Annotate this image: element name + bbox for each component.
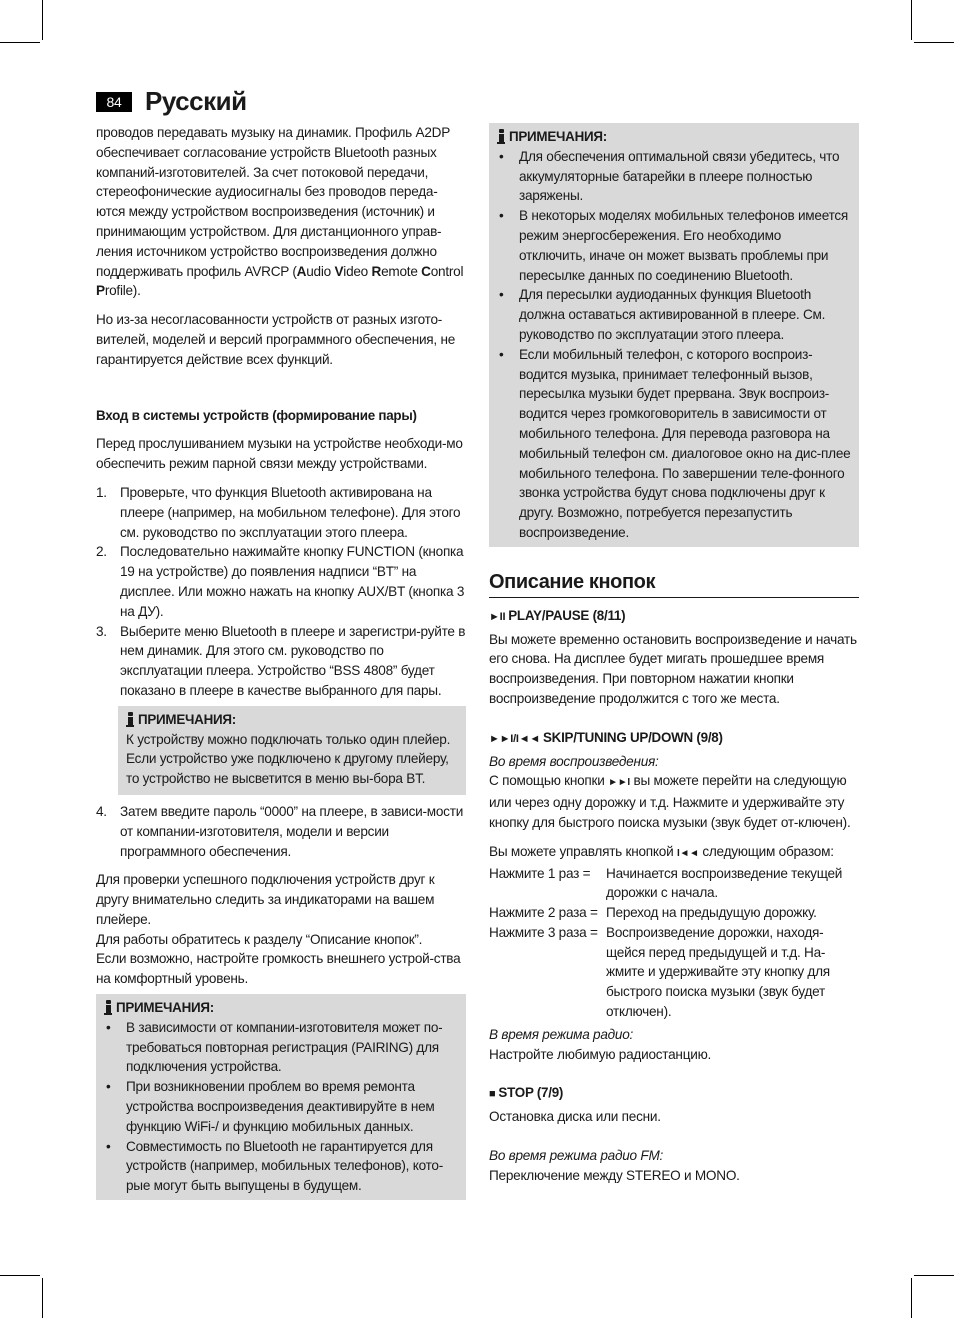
crop-mark [42, 1278, 43, 1318]
stop-icon: ■ [489, 1088, 496, 1101]
pairing-steps-continued [96, 802, 466, 861]
text: V [334, 263, 344, 279]
note-list [497, 147, 851, 543]
crop-mark [0, 42, 40, 43]
press-desc: Переход на предыдущую дорожку. [606, 905, 817, 921]
skip-prev-text [489, 842, 859, 864]
fm-text: Переключение между STEREO и MONO. [489, 1167, 740, 1183]
text: udio [306, 263, 335, 279]
text: P [96, 283, 105, 299]
list-item: • В зависимости от компании-изготовителя может по-требоваться повторная регистрация (PAIRING) для подключения устройства. [104, 1018, 458, 1077]
skip-next-text [489, 771, 859, 832]
page-title: Русский [145, 86, 247, 116]
note-title [104, 998, 458, 1018]
press-desc: Начинается воспроизведение текущей дорожки с начала. [606, 865, 843, 901]
crop-mark [911, 1278, 912, 1318]
text: rofile). [104, 283, 141, 299]
skip-heading [489, 728, 859, 750]
note-box [118, 706, 466, 795]
press-label: Нажмите 3 раза = [489, 924, 598, 940]
step-text: Затем введите пароль “0000” на плеере, в зависи-мости от компании-изготовителя, модели и версии программного обеспечения. [120, 803, 464, 859]
info-icon [104, 999, 112, 1016]
pairing-heading: Вход в системы устройств (формирование пары) [96, 407, 417, 423]
list-item: • Для обеспечения оптимальной связи убедитесь, что аккумуляторные батарейки в плеере полностью заряжены. [497, 147, 851, 206]
check-paragraph: Для проверки успешного подключения устройств друг к другу внимательно следить за индикаторами на вашем плейере. [96, 872, 435, 927]
section-title: Описание кнопок [489, 569, 859, 598]
press-desc: Воспроизведение дорожки, находя-щейся перед предыдущей и т.д. На-жмите и удерживайте эту кнопку для быстрого поиска музыки (звук будет отключен). [606, 924, 830, 1020]
play-pause-heading [489, 606, 859, 628]
step-number: 1. [96, 484, 107, 500]
note-box [96, 994, 466, 1200]
mode-label: В время режима радио: [489, 1026, 634, 1042]
info-icon [126, 711, 134, 728]
text: R [371, 263, 382, 279]
text: A [296, 263, 307, 279]
heading-text: SKIP/TUNING UP/DOWN (9/8) [542, 729, 723, 745]
crop-mark [911, 0, 912, 40]
list-item [96, 622, 466, 701]
skip-icon: ►►I/I◄◄ [489, 732, 540, 745]
crop-mark [42, 0, 43, 40]
radio-text: Настройте любимую радиостанцию. [489, 1046, 712, 1062]
step-number: 4. [96, 803, 107, 819]
page-number: 84 [96, 92, 132, 112]
intro-paragraph [96, 123, 466, 301]
pairing-steps [96, 483, 466, 701]
text: вы можете перейти на следующую или через одну дорожку и т.д. Нажмите и удерживайте эту кнопку для быстрого поиска музыки (звук будет от-ключен). [489, 773, 851, 830]
skip-section [489, 728, 859, 1065]
list-item: • При возникновении проблем во время ремонта устройства воспроизведения деактивируйте в нем функцию WiFi-/ и функцию мобильных данных. [104, 1077, 458, 1136]
info-icon [497, 128, 505, 145]
crop-mark [0, 1275, 40, 1276]
list-item [96, 802, 466, 861]
step-text: Последовательно нажимайте кнопку FUNCTION (кнопка 19 на устройстве) до появления надписи “BT” на дисплее. Или можно нажать на кнопку AUX/BT (кнопка 3 на ДУ). [120, 544, 465, 619]
note-list [104, 1018, 458, 1196]
step-text: Проверьте, что функция Bluetooth активирована на плеере (например, на мобильном телефоне). Для этого см. руководство по эксплуатации этого плеера. [120, 484, 461, 540]
note-title-text: ПРИМЕЧАНИЯ: [116, 1000, 214, 1016]
list-item: • Если мобильный телефон, с которого воспроиз-водится музыка, принимает телефонный вызов, пересылка музыки будет прервана. Звук воспроиз-водится через громкоговоритель в зависимости от мобильного телефона. Для перевода разговора на мобильный телефон см. диалоговое окно на дис-плее мобильного телефона. По завершении теле-фонного звонка устройства будут снова подключены друг к другу. Возможно, потребуется перезапустить воспроизведение. [497, 345, 851, 543]
list-item [96, 542, 466, 621]
list-item [96, 483, 466, 542]
pairing-intro: Перед прослушиванием музыки на устройстве необходи-мо обеспечить режим парной связи между устройствами. [96, 436, 463, 472]
right-column [489, 123, 859, 1186]
note-title-text: ПРИМЕЧАНИЯ: [138, 711, 236, 727]
step-number: 3. [96, 623, 107, 639]
press-row [489, 903, 859, 923]
operation-paragraph: Для работы обратитесь к разделу “Описание кнопок”. [96, 931, 423, 947]
list-item: • Для пересылки аудиоданных функция Bluetooth должна оставаться активированной в плеере. См. руководство по эксплуатации этого плеера. [497, 285, 851, 344]
left-column [96, 123, 466, 1200]
note-text: К устройству можно подключать только один плейер. Если устройство уже подключено к другому плейеру, то устройство не высветится в меню вы-бора BT. [126, 731, 451, 787]
play-pause-icon: ►II [489, 610, 506, 623]
crop-mark [914, 1275, 954, 1276]
text: следующим образом: [702, 843, 834, 859]
step-number: 2. [96, 544, 107, 560]
text: проводов передавать музыку на динамик. Профиль A2DP обеспечивает согласование устройств Bluetooth разных компаний-изготовителей. За счет потоковой передачи, стереофонические аудиосигналы без проводов переда-ются между устройством воспроизведения (источник) и принимающим устройством. Для дистанционного управ-ления источником устройство воспроизведения должно поддерживать профиль AVRCP ( [96, 125, 450, 279]
volume-paragraph: Если возможно, настройте громкость внешнего устрой-ства на комфортный уровень. [96, 951, 461, 987]
stop-heading [489, 1083, 859, 1105]
play-pause-text: Вы можете временно остановить воспроизведение и начать его снова. На дисплее будет мигать прошедшее время воспроизведения. При повторном нажатии кнопки воспроизведение продолжится с того же места. [489, 631, 857, 706]
note-box [489, 123, 859, 547]
text: ontrol [430, 263, 464, 279]
press-label: Нажмите 2 раза = [489, 905, 598, 921]
compatibility-paragraph: Но из-за несогласованности устройств от разных изгото-вителей, моделей и версий программного обеспечения, не гарантируется действие всех функций. [96, 312, 456, 367]
stop-text: Остановка диска или песни. [489, 1109, 661, 1125]
note-title [497, 127, 851, 147]
press-label: Нажмите 1 раз = [489, 865, 591, 881]
press-row [489, 923, 859, 1022]
heading-text: PLAY/PAUSE (8/11) [508, 607, 626, 623]
text: С помощью кнопки [489, 773, 605, 789]
stop-section [489, 1083, 859, 1185]
play-pause-section [489, 606, 859, 709]
note-title [126, 710, 458, 730]
heading-text: STOP (7/9) [498, 1085, 564, 1101]
list-item: • Совместимость по Bluetooth не гарантируется для устройств (например, мобильных телефонов), кото-рые могут быть выпущены в будущем. [104, 1137, 458, 1196]
text: C [421, 263, 431, 279]
list-item: • В некоторых моделях мобильных телефонов имеется режим энергосбережения. Его необходимо отключить, иначе он может вызвать проблемы при пересылке данных по соединению Bluetooth. [497, 206, 851, 285]
step-text: Выберите меню Bluetooth в плеере и зарегистри-руйте в нем динамик. Для этого см. руководство по эксплуатации плеера. Устройство “BSS 4808” будет показано в плеере в качестве выбранного для пары. [120, 623, 466, 698]
press-row [489, 864, 859, 904]
mode-label: Во время режима радио FM: [489, 1148, 664, 1164]
note-title-text: ПРИМЕЧАНИЯ: [509, 129, 607, 144]
crop-mark [914, 42, 954, 43]
prev-track-icon: I◄◄ [676, 847, 699, 859]
text: Вы можете управлять кнопкой [489, 843, 674, 859]
text: emote [381, 263, 422, 279]
next-track-icon: ►►I [608, 777, 630, 789]
text: ideo [343, 263, 372, 279]
mode-label: Во время воспроизведения: [489, 753, 659, 769]
